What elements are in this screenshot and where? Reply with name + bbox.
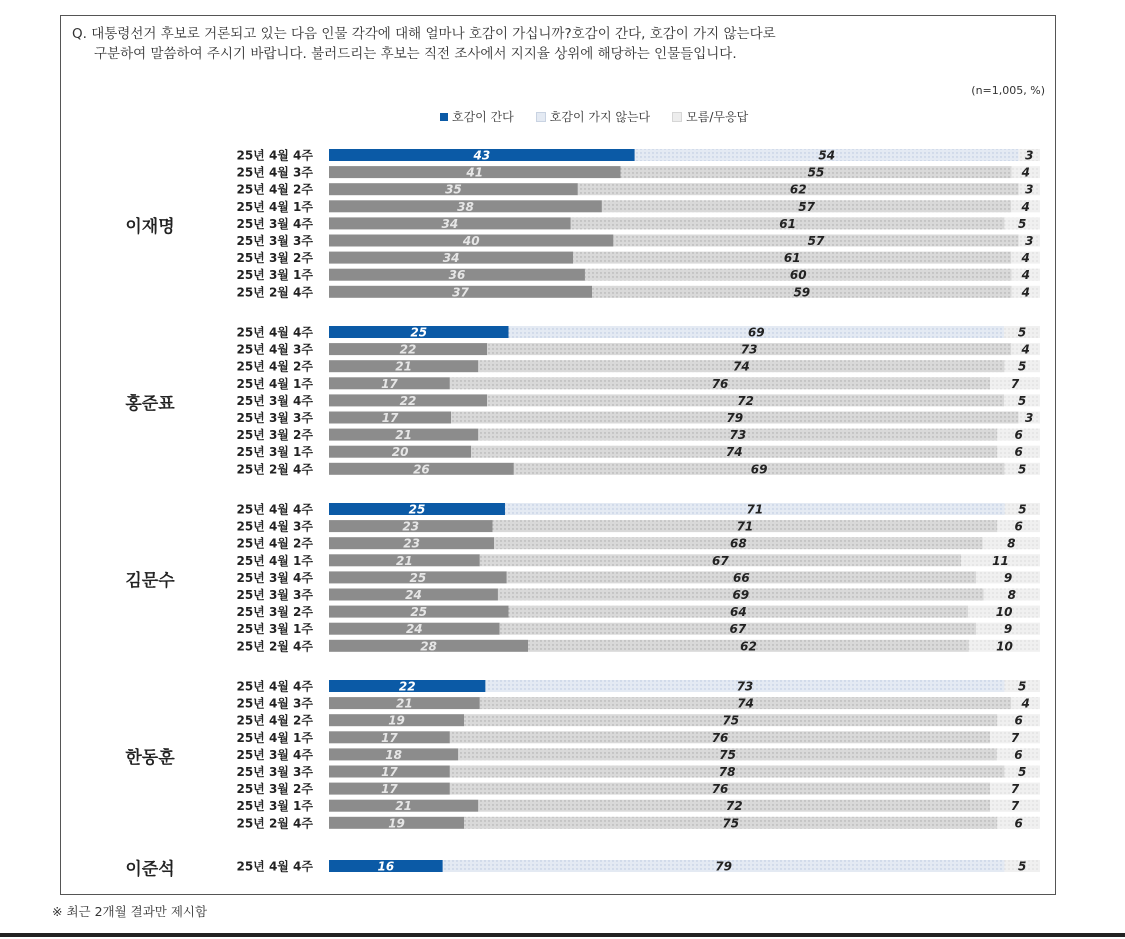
period-tick-label: 25년 4월 2주	[236, 536, 313, 551]
data-label-favorable: 40	[462, 234, 480, 248]
period-tick-label: 25년 4월 1주	[236, 199, 313, 214]
data-label-dontknow: 5	[1018, 679, 1027, 694]
data-label-favorable: 16	[377, 859, 395, 874]
data-label-favorable: 24	[405, 588, 422, 602]
data-label-unfavorable: 73	[736, 679, 754, 694]
data-label-favorable: 19	[388, 816, 405, 831]
data-label-favorable: 22	[399, 393, 417, 408]
period-tick-label: 25년 4월 1주	[236, 553, 313, 568]
data-label-favorable: 22	[399, 342, 417, 357]
period-tick-label: 25년 4월 4주	[236, 859, 313, 874]
period-tick-label: 25년 4월 4주	[236, 502, 313, 517]
question-line-1: Q. 대통령선거 후보로 거론되고 있는 다음 인물 각각에 대해 얼마나 호감이 가십니까?호감이 간다, 호감이 가지 않는다로	[72, 26, 776, 42]
data-label-dontknow: 5	[1018, 765, 1027, 779]
data-label-favorable: 19	[388, 713, 405, 728]
data-label-unfavorable: 71	[746, 502, 764, 517]
period-tick-label: 25년 4월 1주	[236, 730, 313, 745]
data-label-dontknow: 6	[1014, 445, 1023, 460]
data-label-unfavorable: 67	[712, 553, 729, 568]
data-label-dontknow: 10	[996, 639, 1013, 654]
data-label-dontknow: 11	[992, 553, 1009, 568]
data-label-dontknow: 6	[1014, 428, 1023, 443]
data-label-unfavorable: 72	[725, 799, 743, 814]
data-label-unfavorable: 73	[740, 342, 758, 357]
data-label-favorable: 17	[381, 730, 398, 745]
sample-size-note: (n=1,005, %)	[971, 84, 1045, 97]
data-label-unfavorable: 69	[747, 325, 765, 340]
data-label-dontknow: 6	[1014, 747, 1023, 762]
period-tick-label: 25년 4월 4주	[236, 325, 313, 340]
data-label-favorable: 34	[442, 251, 460, 266]
data-label-favorable: 24	[405, 622, 423, 637]
data-label-dontknow: 7	[1010, 799, 1020, 814]
data-label-dontknow: 7	[1010, 782, 1020, 797]
legend-label-favorable: 호감이 간다	[452, 110, 514, 124]
period-tick-label: 25년 4월 2주	[236, 713, 313, 728]
data-label-unfavorable: 74	[725, 445, 743, 460]
data-label-unfavorable: 61	[779, 216, 796, 231]
data-label-unfavorable: 76	[711, 730, 729, 745]
data-label-unfavorable: 57	[798, 199, 815, 214]
data-label-unfavorable: 57	[807, 234, 825, 248]
period-tick-label: 25년 3월 4주	[236, 570, 313, 585]
data-label-favorable: 22	[398, 679, 416, 694]
data-label-favorable: 17	[381, 376, 398, 391]
period-tick-label: 25년 3월 1주	[236, 622, 313, 637]
period-tick-label: 25년 2월 4주	[236, 285, 313, 300]
period-tick-label: 25년 2월 4주	[236, 816, 313, 831]
person-name-label: 이준석	[125, 859, 175, 880]
person-name-label: 홍준표	[125, 393, 175, 414]
data-label-dontknow: 4	[1021, 268, 1030, 283]
data-label-dontknow: 3	[1025, 182, 1034, 197]
period-tick-label: 25년 3월 2주	[236, 605, 313, 620]
data-label-unfavorable: 73	[729, 428, 747, 443]
data-label-favorable: 17	[381, 411, 399, 425]
legend-label-unfavorable: 호감이 가지 않는다	[549, 110, 651, 124]
data-label-favorable: 21	[395, 428, 413, 443]
period-tick-label: 25년 4월 3주	[236, 519, 313, 534]
data-label-favorable: 35	[445, 182, 462, 197]
person-name-label: 한동훈	[125, 747, 175, 768]
data-label-favorable: 21	[396, 696, 413, 711]
period-tick-label: 25년 2월 4주	[236, 462, 313, 477]
question-line-2: 구분하여 말씀하여 주시기 바랍니다. 불러드리는 후보는 직전 조사에서 지지율 상위에 해당하는 인물들입니다.	[94, 46, 737, 62]
legend-label-dontknow: 모름/무응답	[686, 110, 749, 124]
data-label-favorable: 25	[410, 605, 428, 620]
period-tick-label: 25년 3월 2주	[236, 251, 313, 266]
data-label-favorable: 25	[409, 570, 427, 585]
period-tick-label: 25년 3월 1주	[236, 268, 313, 283]
data-label-unfavorable: 64	[730, 605, 747, 620]
person-name-label: 김문수	[125, 570, 175, 591]
period-tick-label: 25년 3월 2주	[236, 428, 313, 443]
period-tick-label: 25년 4월 3주	[236, 696, 313, 711]
data-label-favorable: 18	[385, 747, 402, 762]
data-label-unfavorable: 75	[722, 713, 740, 728]
data-label-unfavorable: 59	[793, 285, 811, 300]
data-label-unfavorable: 69	[732, 588, 750, 602]
data-label-unfavorable: 54	[818, 148, 836, 163]
data-label-unfavorable: 68	[730, 536, 747, 551]
data-label-favorable: 37	[452, 285, 469, 300]
data-label-unfavorable: 67	[729, 622, 747, 637]
data-label-unfavorable: 75	[719, 747, 736, 762]
data-label-dontknow: 9	[1003, 622, 1013, 637]
period-tick-label: 25년 4월 3주	[236, 342, 313, 357]
data-label-favorable: 21	[395, 359, 413, 374]
data-label-dontknow: 5	[1018, 359, 1027, 374]
data-label-favorable: 17	[381, 782, 398, 797]
data-label-unfavorable: 62	[789, 182, 807, 197]
data-label-favorable: 21	[395, 799, 413, 814]
data-label-dontknow: 7	[1010, 376, 1020, 391]
data-label-dontknow: 4	[1021, 199, 1030, 214]
period-tick-label: 25년 3월 2주	[236, 782, 313, 797]
data-label-dontknow: 4	[1021, 165, 1030, 180]
data-label-dontknow: 7	[1010, 730, 1020, 745]
data-label-unfavorable: 75	[722, 816, 740, 831]
data-label-unfavorable: 78	[718, 765, 736, 779]
data-label-unfavorable: 62	[740, 639, 757, 654]
period-tick-label: 25년 3월 3주	[236, 234, 313, 248]
footnote: ※ 최근 2개월 결과만 제시함	[52, 904, 208, 919]
data-label-dontknow: 6	[1014, 816, 1023, 831]
data-label-dontknow: 6	[1014, 519, 1023, 534]
data-label-unfavorable: 79	[726, 411, 744, 425]
period-tick-label: 25년 4월 3주	[236, 165, 313, 180]
period-tick-label: 25년 3월 3주	[236, 411, 313, 425]
data-label-favorable: 23	[402, 519, 420, 534]
data-label-dontknow: 4	[1021, 342, 1030, 357]
data-label-unfavorable: 66	[733, 570, 750, 585]
chart-body	[124, 148, 1040, 880]
data-label-dontknow: 5	[1018, 216, 1027, 231]
period-tick-label: 25년 3월 4주	[236, 747, 313, 762]
period-tick-label: 25년 2월 4주	[236, 639, 313, 654]
data-label-favorable: 23	[403, 536, 420, 551]
period-tick-label: 25년 4월 1주	[236, 376, 313, 391]
data-label-favorable: 38	[457, 199, 474, 214]
data-label-dontknow: 5	[1017, 393, 1027, 408]
data-label-favorable: 34	[441, 216, 459, 231]
data-label-favorable: 21	[396, 553, 413, 568]
data-label-unfavorable: 60	[789, 268, 807, 283]
data-label-unfavorable: 74	[737, 696, 754, 711]
period-tick-label: 25년 3월 4주	[236, 216, 313, 231]
data-label-favorable: 20	[391, 445, 409, 460]
period-tick-label: 25년 3월 4주	[236, 393, 313, 408]
bottom-rule	[0, 933, 1125, 937]
data-label-dontknow: 8	[1007, 588, 1017, 602]
data-label-favorable: 28	[420, 639, 437, 654]
data-label-dontknow: 5	[1018, 462, 1027, 477]
data-label-dontknow: 3	[1025, 411, 1034, 425]
data-label-favorable: 36	[448, 268, 466, 283]
data-label-unfavorable: 72	[737, 393, 754, 408]
period-tick-label: 25년 3월 3주	[236, 588, 313, 602]
data-label-unfavorable: 76	[711, 376, 729, 391]
data-label-dontknow: 5	[1018, 502, 1027, 517]
data-label-dontknow: 10	[995, 605, 1013, 620]
period-tick-label: 25년 3월 3주	[236, 765, 313, 779]
period-tick-label: 25년 3월 1주	[236, 445, 313, 460]
data-label-favorable: 25	[410, 325, 428, 340]
data-label-unfavorable: 76	[711, 782, 729, 797]
data-label-dontknow: 9	[1003, 570, 1013, 585]
data-label-favorable: 26	[413, 462, 430, 477]
data-label-dontknow: 5	[1017, 325, 1027, 340]
data-label-favorable: 17	[381, 765, 398, 779]
period-tick-label: 25년 4월 2주	[236, 182, 313, 197]
data-label-dontknow: 4	[1021, 251, 1030, 266]
period-tick-label: 25년 4월 4주	[236, 679, 313, 694]
data-label-unfavorable: 74	[733, 359, 750, 374]
data-label-favorable: 25	[408, 502, 426, 517]
data-label-dontknow: 3	[1025, 148, 1034, 163]
data-label-dontknow: 4	[1021, 696, 1030, 711]
data-label-dontknow: 3	[1025, 234, 1034, 248]
data-label-unfavorable: 71	[736, 519, 754, 534]
data-label-unfavorable: 79	[715, 859, 732, 874]
person-name-label: 이재명	[125, 216, 175, 237]
data-label-dontknow: 4	[1021, 285, 1030, 300]
data-label-unfavorable: 69	[750, 462, 768, 477]
period-tick-label: 25년 4월 2주	[236, 359, 313, 374]
data-label-favorable: 41	[466, 165, 484, 180]
data-label-dontknow: 8	[1007, 536, 1016, 551]
data-label-dontknow: 5	[1018, 859, 1027, 874]
data-label-unfavorable: 55	[807, 165, 825, 180]
period-tick-label: 25년 3월 1주	[236, 799, 313, 814]
data-label-dontknow: 6	[1014, 713, 1023, 728]
period-tick-label: 25년 4월 4주	[236, 148, 313, 163]
data-label-unfavorable: 61	[783, 251, 801, 266]
data-label-favorable: 43	[473, 148, 491, 163]
